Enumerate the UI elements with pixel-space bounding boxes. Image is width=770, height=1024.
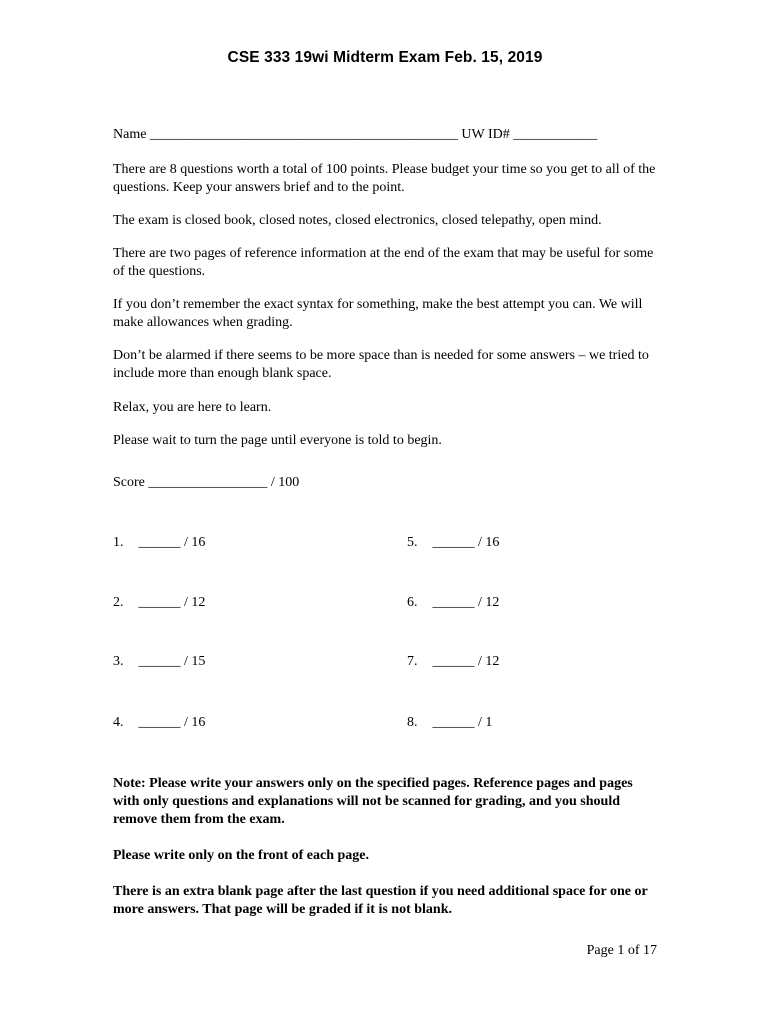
question-number: 8. — [407, 715, 418, 730]
total-score-line: Score _________________ / 100 — [113, 475, 300, 490]
note-extra-page: There is an extra blank page after the last question if you need additional space for one or more answers. That page will be graded if it is not blank. — [113, 884, 648, 917]
question-score-row — [407, 595, 499, 611]
instruction-wait: Please wait to turn the page until everyone is told to begin. — [113, 433, 442, 448]
question-score: ______ / 12 — [432, 595, 500, 610]
note-front-only: Please write only on the front of each page. — [113, 848, 369, 863]
question-number: 6. — [407, 595, 418, 610]
question-number: 7. — [407, 654, 418, 669]
instruction-relax: Relax, you are here to learn. — [113, 400, 272, 415]
note-answers: Note: Please write your answers only on the specified pages. Reference pages and pages with only questions and explanations will not be scanned for grading, and you should remove them from the exam. — [113, 776, 633, 827]
question-score: ______ / 16 — [432, 535, 500, 550]
question-score: ______ / 16 — [138, 715, 206, 730]
question-score-row — [113, 654, 205, 670]
question-number: 5. — [407, 535, 418, 550]
question-score: ______ / 12 — [432, 654, 500, 669]
question-score: ______ / 1 — [432, 715, 493, 730]
question-number: 4. — [113, 715, 124, 730]
question-number: 3. — [113, 654, 124, 669]
question-number: 1. — [113, 535, 124, 550]
question-score: ______ / 15 — [138, 654, 206, 669]
question-number: 2. — [113, 595, 124, 610]
name-id-line: Name ____________________________________________ UW ID# ____________ — [113, 127, 598, 142]
question-score-row — [113, 535, 205, 551]
instruction-closed-book: The exam is closed book, closed notes, closed electronics, closed telepathy, open mind. — [113, 213, 602, 228]
question-score-row — [407, 715, 492, 731]
instruction-blank-space: Don’t be alarmed if there seems to be more space than is needed for some answers – we tried to include more than enough blank space. — [113, 348, 649, 381]
page-number: Page 1 of 17 — [586, 943, 657, 958]
instruction-reference-pages: There are two pages of reference information at the end of the exam that may be useful for some of the questions. — [113, 246, 654, 279]
question-score: ______ / 16 — [138, 535, 206, 550]
question-score-row — [113, 715, 205, 731]
question-score-row — [113, 595, 205, 611]
exam-title: CSE 333 19wi Midterm Exam Feb. 15, 2019 — [227, 49, 543, 66]
question-score-row — [407, 535, 499, 551]
instruction-syntax: If you don’t remember the exact syntax for something, make the best attempt you can. We will make allowances when grading. — [113, 297, 643, 330]
instruction-points: There are 8 questions worth a total of 100 points. Please budget your time so you get to all of the questions. Keep your answers brief and to the point. — [113, 162, 656, 195]
question-score: ______ / 12 — [138, 595, 206, 610]
question-score-row — [407, 654, 499, 670]
